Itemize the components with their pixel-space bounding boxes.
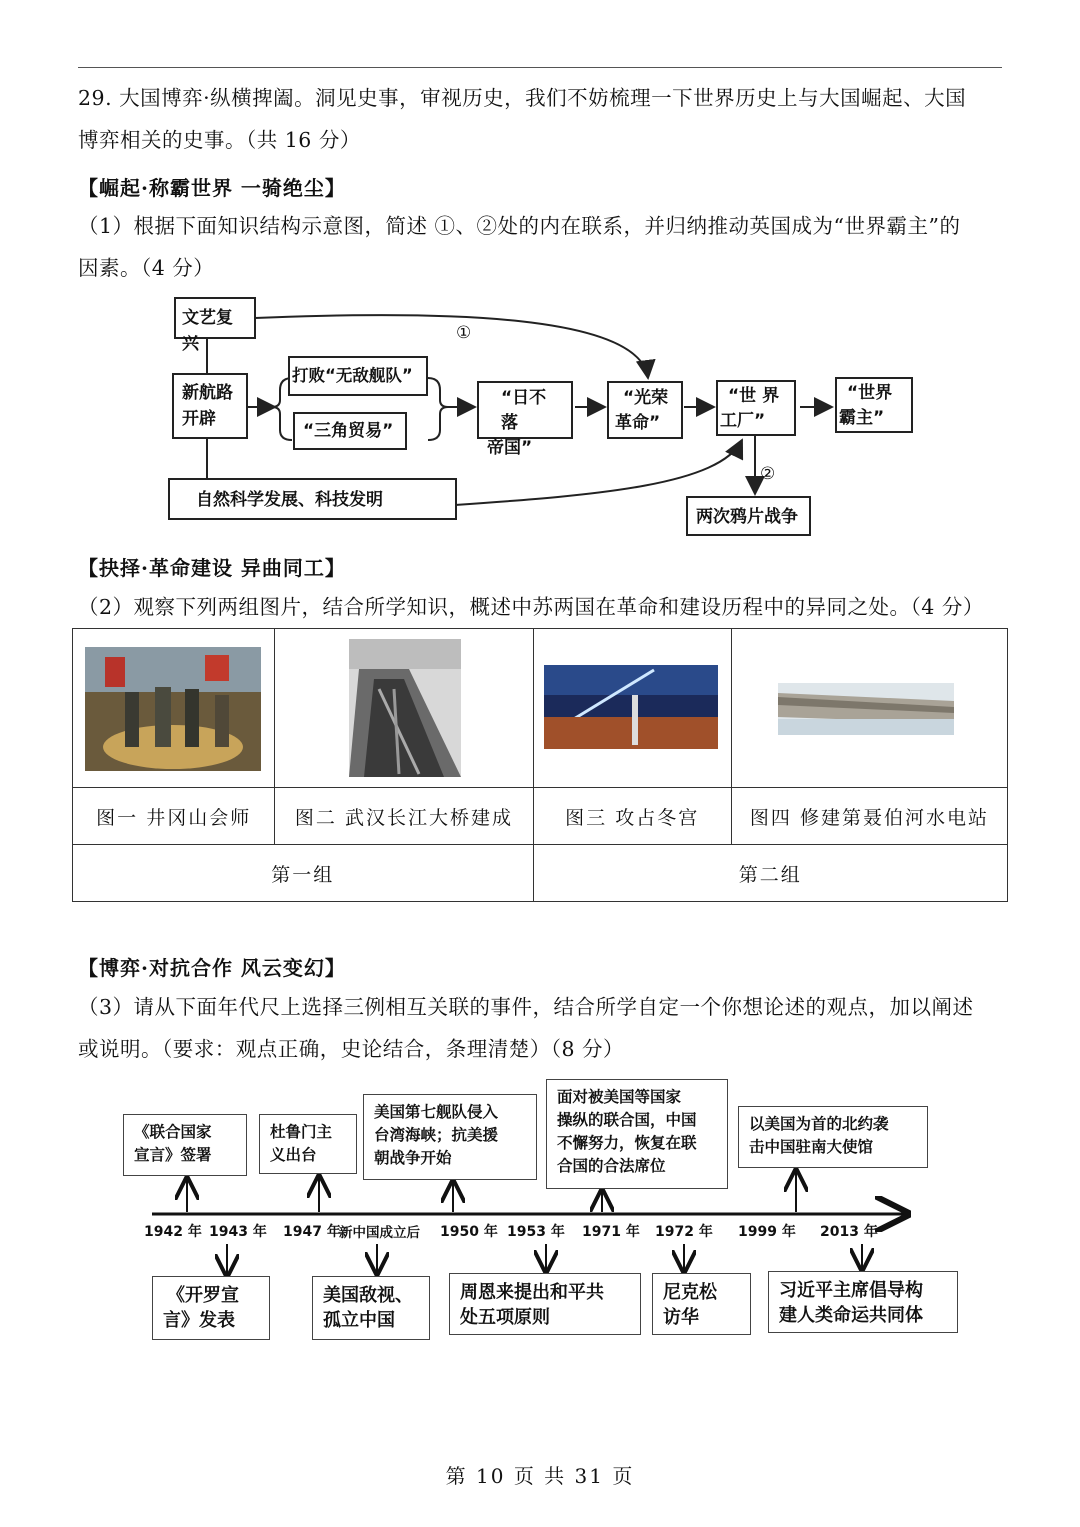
- caption-2: 图二 武汉长江大桥建成: [275, 788, 533, 845]
- section2-title: 【抉择·革命建设 异曲同工】: [78, 556, 346, 580]
- caption-1: 图一 井冈山会师: [73, 788, 275, 845]
- intro-line-2: 博弈相关的史事。（共 16 分）: [78, 128, 361, 152]
- mark-1: ①: [456, 323, 472, 343]
- year-1950: 1950 年: [440, 1224, 498, 1240]
- box-renaissance: 文艺复兴: [174, 297, 256, 339]
- year-new-china: 新中国成立后: [339, 1225, 420, 1241]
- event-un-declaration: 《联合国家 宣言》签署: [123, 1114, 247, 1176]
- box-world-factory: “世 界 工厂”: [716, 380, 796, 436]
- year-1971: 1971 年: [582, 1224, 640, 1240]
- page-footer: 第 10 页 共 31 页: [445, 1464, 635, 1488]
- box-glorious-revolution: “光荣 革命”: [607, 381, 683, 439]
- year-1999: 1999 年: [738, 1224, 796, 1240]
- year-1943: 1943 年: [209, 1224, 267, 1240]
- event-shared-future: 习近平主席倡导构 建人类命运共同体: [768, 1271, 958, 1333]
- event-five-principles: 周恩来提出和平共 处五项原则: [449, 1273, 641, 1335]
- box-world-hegemon: “世界 霸主”: [835, 377, 913, 433]
- event-un-seat-restored: 面对被美国等国家 操纵的联合国，中国 不懈努力，恢复在联 合国的合法席位: [546, 1079, 728, 1189]
- group-2: 第二组: [533, 845, 1007, 902]
- box-new-route: 新航路 开辟: [172, 373, 248, 439]
- box-opium-wars: 两次鸦片战争: [686, 496, 811, 536]
- section2-question: （2）观察下列两组图片，结合所学知识，概述中苏两国在革命和建设历程中的异同之处。（4 分）: [78, 595, 984, 619]
- box-science: 自然科学发展、科技发明: [168, 478, 457, 520]
- year-1942: 1942 年: [144, 1224, 202, 1240]
- group-1: 第一组: [73, 845, 534, 902]
- event-seventh-fleet: 美国第七舰队侵入 台湾海峡；抗美援 朝战争开始: [363, 1094, 537, 1180]
- box-empire: “日不落 帝国”: [477, 381, 573, 439]
- section1-title: 【崛起·称霸世界 一骑绝尘】: [78, 176, 346, 200]
- s3-question-line-2: 或说明。（要求：观点正确，史论结合，条理清楚）（8 分）: [78, 1037, 625, 1061]
- year-1953: 1953 年: [507, 1224, 565, 1240]
- year-1947: 1947 年: [283, 1224, 341, 1240]
- event-nixon-visit: 尼克松 访华: [652, 1273, 751, 1335]
- mark-2: ②: [760, 464, 776, 484]
- year-2013: 2013 年: [820, 1224, 878, 1240]
- caption-3: 图三 攻占冬宫: [533, 788, 731, 845]
- event-us-hostility: 美国敌视、 孤立中国: [312, 1276, 430, 1340]
- s1-question-line-1: （1）根据下面知识结构示意图，简述 ①、②处的内在联系，并归纳推动英国成为“世界霸主”的: [78, 214, 961, 238]
- intro-line-1: 29. 大国博弈·纵横捭阖。洞见史事，审视历史，我们不妨梳理一下世界历史上与大国崛起、大国: [78, 86, 967, 110]
- year-1972: 1972 年: [655, 1224, 713, 1240]
- event-nato-embassy-bombing: 以美国为首的北约袭 击中国驻南大使馆: [738, 1106, 928, 1168]
- section3-title: 【博弈·对抗合作 风云变幻】: [78, 956, 346, 980]
- event-truman-doctrine: 杜鲁门主 义出台: [259, 1114, 357, 1174]
- s1-question-line-2: 因素。（4 分）: [78, 256, 215, 280]
- caption-4: 图四 修建第聂伯河水电站: [731, 788, 1007, 845]
- event-cairo-declaration: 《开罗宣 言》发表: [152, 1276, 270, 1340]
- box-triangle-trade: “三角贸易”: [293, 412, 407, 450]
- box-armada: 打败“无敌舰队”: [288, 356, 428, 396]
- s3-question-line-1: （3）请从下面年代尺上选择三例相互关联的事件，结合所学自定一个你想论述的观点，加以阐述: [78, 995, 974, 1019]
